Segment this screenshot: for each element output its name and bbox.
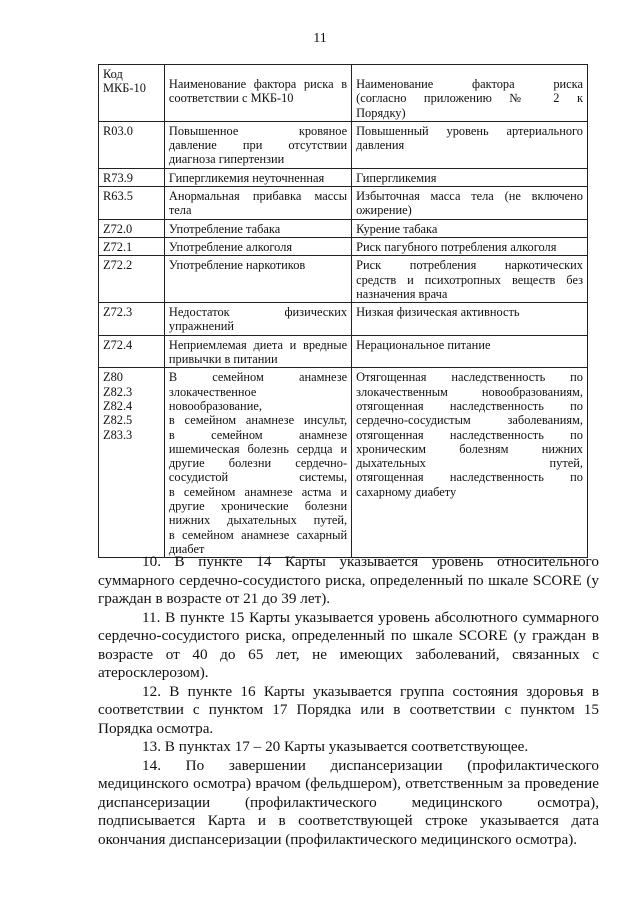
appendix-line: Курение табака <box>356 221 438 236</box>
paragraph-line: диспансеризации (профилактического медицинского осмотра), <box>98 793 599 811</box>
appendix-line: сердечно-сосудистым заболеваниям, <box>356 413 583 428</box>
icd-code: Z82.5 <box>103 413 133 428</box>
cell-code: R03.0 <box>99 121 165 168</box>
cell-factor-icd <box>164 303 351 336</box>
appendix-line: злокачественным новообразованиям, <box>356 384 583 399</box>
appendix-line: отягощенная наследственность по <box>356 398 583 413</box>
icd-code: Z82.4 <box>103 398 133 413</box>
icd-line: в семейном анамнезе астма и <box>168 484 348 499</box>
icd-line: ишемическая болезнь сердца и <box>168 441 348 456</box>
cell-factor-appendix <box>352 121 588 168</box>
table-row <box>99 303 588 336</box>
paragraph-line: 14. По завершении диспансеризации (профилактического <box>142 756 599 774</box>
cell-factor-appendix <box>352 168 588 186</box>
icd-line: Употребление наркотиков <box>168 258 306 273</box>
paragraph-line: 13. В пунктах 17 – 20 Карты указывается соответствующее. <box>142 738 529 755</box>
icd-code: Z80 <box>103 370 123 385</box>
appendix-line: Гипергликемия <box>356 170 437 185</box>
table-row <box>99 219 588 237</box>
cell-factor-icd <box>164 368 351 558</box>
icd-line: Употребление табака <box>168 221 281 236</box>
appendix-line: сахарному диабету <box>356 484 457 499</box>
paragraph-p12 <box>98 683 599 739</box>
table-row <box>99 256 588 303</box>
icd-line: злокачественное <box>168 384 257 399</box>
icd-line: в семейном анамнезе сахарный <box>168 527 348 542</box>
cell-factor-appendix <box>352 256 588 303</box>
icd-line: другие хронические болезни <box>168 499 348 514</box>
cell-code: Z72.0 <box>99 219 165 237</box>
table-row <box>99 368 588 558</box>
cell-factor-icd <box>164 121 351 168</box>
paragraph-line: окончания диспансеризации (профилактического медицинского осмотра). <box>98 830 578 848</box>
table-row <box>99 187 588 220</box>
paragraph-line: 12. В пункте 16 Карты указывается группа состояния здоровья в <box>142 682 599 700</box>
risk-factors-table <box>98 64 588 558</box>
cell-factor-icd <box>164 219 351 237</box>
appendix-line: Риск потребления наркотических <box>356 258 583 273</box>
appendix-line: Низкая физическая активность <box>356 305 520 320</box>
cell-factor-icd <box>164 168 351 186</box>
cell-code: R73.9 <box>99 168 165 186</box>
icd-line: тела <box>168 203 192 218</box>
appendix-line: Повышенный уровень артериального <box>356 123 583 138</box>
icd-line: Гипергликемия неуточненная <box>168 170 325 185</box>
table-row <box>99 168 588 186</box>
paragraph-line: возрасте от 40 до 65 лет, не имеющих заболеваний, связанных с <box>98 645 599 663</box>
header-code <box>99 65 165 122</box>
icd-code: Z82.3 <box>103 384 133 399</box>
header-appendix-line: Наименование фактора риска <box>356 77 583 91</box>
icd-code: Z83.3 <box>103 427 133 442</box>
paragraph-line: подписывается Карта и в соответствующей строке указывается дата <box>98 812 599 829</box>
icd-line: Анормальная прибавка массы <box>168 189 348 204</box>
icd-line: В семейном анамнезе <box>168 370 348 385</box>
cell-code: Z72.2 <box>99 256 165 303</box>
icd-line: диагноза гипертензии <box>168 152 285 167</box>
paragraph-line: суммарного сердечно-сосудистого риска, определенный по шкале SCORE (у <box>98 571 599 589</box>
cell-factor-icd <box>164 187 351 220</box>
cell-factor-appendix <box>352 187 588 220</box>
paragraph-line: граждан в возрасте от 21 до 39 лет). <box>98 590 331 607</box>
appendix-line: назначения врача <box>356 286 448 301</box>
icd-line: в семейном анамнезе инсульт, <box>168 413 348 428</box>
header-factor-icd <box>164 65 351 122</box>
cell-factor-icd <box>164 335 351 368</box>
paragraph-line: атеросклерозом). <box>98 664 209 681</box>
icd-line: давление при отсутствии <box>168 138 348 153</box>
appendix-line: отягощенная наследственность по <box>356 470 583 485</box>
page-number: 11 <box>313 31 327 46</box>
cell-code: Z72.4 <box>99 335 165 368</box>
paragraph-line: Порядка осмотра. <box>98 719 214 737</box>
paragraph-p14 <box>98 757 599 850</box>
paragraph-p11 <box>98 609 599 683</box>
appendix-line: давления <box>356 138 405 153</box>
header-code-line: МКБ-10 <box>103 81 146 96</box>
appendix-line: Риск пагубного потребления алкоголя <box>356 239 557 254</box>
appendix-line: отягощенная наследственность по <box>356 427 583 442</box>
icd-line: упражнений <box>168 319 234 334</box>
header-icd-line: соответствии с МКБ-10 <box>168 91 294 106</box>
paragraph-line: 11. В пункте 15 Карты указывается уровень абсолютного суммарного <box>142 608 599 626</box>
cell-code <box>99 368 165 558</box>
appendix-line: средств и психотропных веществ без <box>356 272 583 287</box>
icd-line: привычки в питании <box>168 352 278 367</box>
body-text <box>98 553 599 849</box>
icd-line: сосудистой системы, <box>168 470 348 485</box>
icd-line: новообразование, <box>168 398 262 413</box>
paragraph-line: соответствии с пунктом 17 Порядка или в соответствии с пунктом 15 <box>98 701 599 718</box>
icd-line: Повышенное кровяное <box>168 123 348 138</box>
header-code-line: Код <box>103 67 123 81</box>
table-row <box>99 335 588 368</box>
cell-factor-appendix <box>352 368 588 558</box>
paragraph-line: 10. В пункте 14 Карты указывается уровень относительного <box>142 553 599 570</box>
cell-factor-icd <box>164 237 351 255</box>
table-row <box>99 237 588 255</box>
header-appendix-line: Порядку) <box>356 105 406 120</box>
appendix-line: Нерациональное питание <box>356 337 491 352</box>
paragraph-line: медицинского осмотра) врачом (фельдшером), ответственным за проведение <box>98 775 599 792</box>
paragraph-p10 <box>98 553 599 609</box>
appendix-line: хроническим болезням нижних <box>356 441 583 456</box>
table-header-row <box>99 65 588 122</box>
cell-code: Z72.3 <box>99 303 165 336</box>
icd-line: нижних дыхательных путей, <box>168 513 348 528</box>
cell-factor-appendix <box>352 335 588 368</box>
paragraph-line: сердечно-сосудистого риска, определенный по шкале SCORE (у граждан в <box>98 627 599 644</box>
icd-line: Недостаток физических <box>168 305 348 320</box>
cell-factor-appendix <box>352 219 588 237</box>
paragraph-p13 <box>98 738 599 757</box>
cell-code: Z72.1 <box>99 237 165 255</box>
icd-line: в семейном анамнезе <box>168 427 348 442</box>
appendix-line: ожирение) <box>356 203 412 218</box>
table-row <box>99 121 588 168</box>
cell-code: R63.5 <box>99 187 165 220</box>
header-factor-appendix <box>352 65 588 122</box>
header-appendix-line: (согласно приложению № 2 к <box>356 91 583 106</box>
appendix-line: Отягощенная наследственность по <box>356 370 583 385</box>
icd-line: Употребление алкоголя <box>168 239 293 254</box>
icd-line: другие болезни сердечно- <box>168 456 348 471</box>
cell-factor-appendix <box>352 303 588 336</box>
cell-factor-appendix <box>352 237 588 255</box>
appendix-line: дыхательных путей, <box>356 456 583 471</box>
icd-line: диабет <box>168 541 205 556</box>
header-icd-line: Наименование фактора риска в <box>168 77 348 91</box>
appendix-line: Избыточная масса тела (не включено <box>356 189 583 204</box>
icd-line: Неприемлемая диета и вредные <box>168 337 348 352</box>
cell-factor-icd <box>164 256 351 303</box>
